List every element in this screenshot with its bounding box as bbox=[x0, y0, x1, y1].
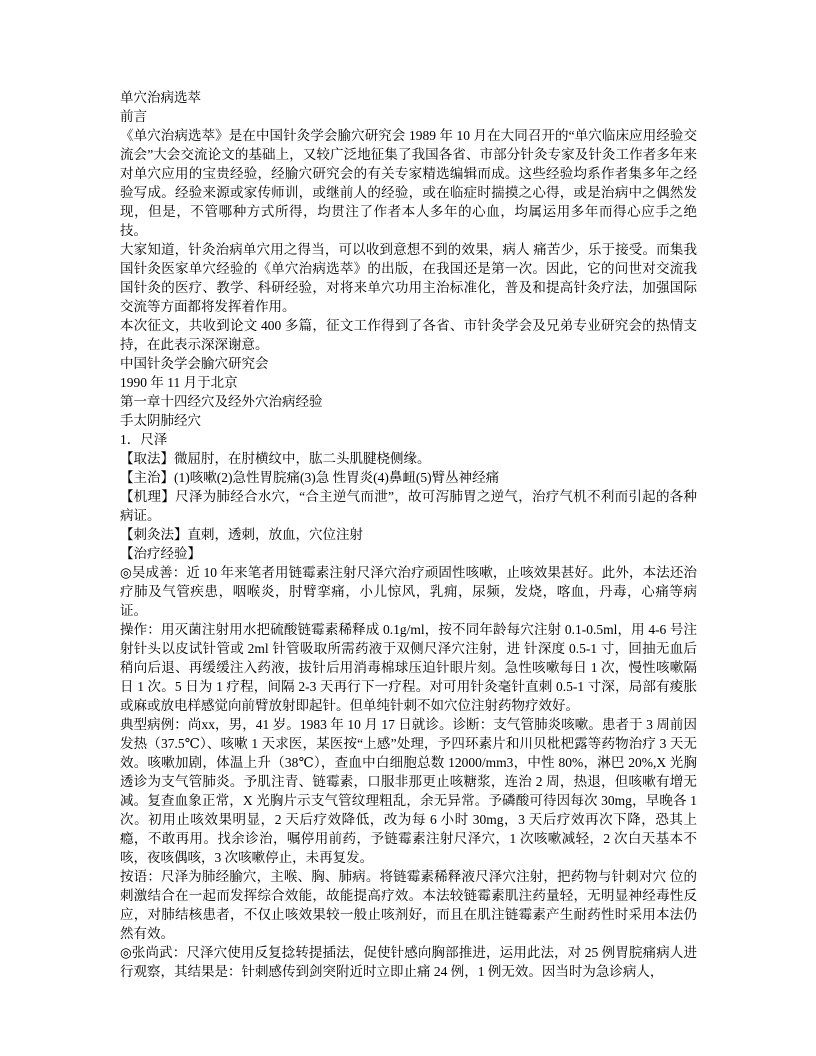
experience-entry-zhang: ◎张尚武：尺泽穴使用反复捻转提插法，促使针感向胸部推进，运用此法，对 25 例胃脘痛病人进行观察，其结果是：针刺感传到剑突附近时立即止痛 24 例，1 例无效。因当时为急诊病人， bbox=[120, 945, 697, 979]
point-mechanism-paragraph: 【机理】尺泽为肺经合水穴，“合主逆气而泄”，故可泻肺胃之逆气，治疗气机不利而引起的各种病证。 bbox=[120, 489, 697, 523]
case-report-paragraph: 典型病例：尚xx，男，41 岁。1983 年 10 月 17 日就诊。诊断：支气管肺炎咳嗽。患者于 3 周前因发热（37.5℃）、咳嗽 1 天求医，某医按“上感”处理，予四环素片和川贝枇杷露等药物治疗 3 天无效。咳嗽加剧，体温上升（38℃），查血中白细胞总数 12000/mm3，中性 80%，淋巴 20%,X 光胸透诊为支气管肺炎。予肌注青、链霉素，口服非那更止咳糖浆，连治 2 周，热退，但咳嗽有增无减。复查血象正常，X 光胸片示支气管纹理粗乱，余无异常。予磷酸可待因每次 30mg，早晚各 1 次。初用止咳效果明显，2 天后疗效降低，改为每 6 小时 30mg，3 天后疗效再次下降，恐其上瘾，不敢再用。找余诊治，嘱停用前药，予链霉素注射尺泽穴，1 次咳嗽减轻，2 次白天基本不咳，夜咳偶咳，3 次咳嗽停止，未再复发。 bbox=[120, 717, 697, 865]
date-line: 1990 年 11 月于北京 bbox=[120, 375, 238, 390]
chapter-heading: 第一章十四经穴及经外穴治病经验 bbox=[120, 394, 323, 409]
point-needling-paragraph: 【刺灸法】直刺，透刺，放血，穴位注射 bbox=[120, 527, 363, 542]
point-name-heading: 1．尺泽 bbox=[120, 432, 168, 447]
point-method-paragraph: 【取法】微屈肘，在肘横纹中，肱二头肌腱桡侧缘。 bbox=[120, 451, 431, 466]
treatment-experience-heading: 【治疗经验】 bbox=[120, 546, 201, 561]
document-content bbox=[120, 88, 697, 981]
point-indications-paragraph: 【主治】(1)咳嗽(2)急性胃脘痛(3)急 性胃炎(4)鼻衄(5)臂丛神经痛 bbox=[120, 470, 500, 485]
preface-paragraph-1: 《单穴治病选萃》是在中国针灸学会腧穴研究会 1989 年 10 月在大同召开的“单穴临床应用经验交流会”大会交流论文的基础上，又较广泛地征集了我国各省、市部分针灸专家及针灸工作者多年来对单穴应用的宝贵经验，经腧穴研究会的有关专家精选编辑而成。这些经验均系作者集多年之经验写成。经验来源或家传师训，或继前人的经验，或在临症时揣摸之心得，或是治病中之偶然发现，但是，不管哪种方式所得，均贯注了作者本人多年的心血，均属运用多年而得心应手之绝技。 bbox=[120, 128, 697, 238]
organization-signature: 中国针灸学会腧穴研究会 bbox=[120, 356, 269, 371]
preface-paragraph-2: 大家知道，针灸治病单穴用之得当，可以收到意想不到的效果，病人 痛苦少，乐于接受。而集我国针灸医家单穴经验的《单穴治病选萃》的出版，在我国还是第一次。因此，它的问世对交流我国针灸的医疗、教学、科研经验，对将来单穴功用主治标准化，普及和提高针灸疗法，加强国际交流等方面都将发挥着作用。 bbox=[120, 242, 697, 314]
commentary-paragraph: 按语：尺泽为肺经腧穴，主喉、胸、肺病。将链霉素稀释液尺泽穴注射，把药物与针刺对穴 位的刺激结合在一起而发挥综合效能，故能提高疗效。本法较链霉素肌注药量轻，无明显神经毒性反应，对肺结核患者，不仅止咳效果较一般止咳剂好，而且在肌注链霉素产生耐药性时采用本法仍然有效。 bbox=[120, 869, 697, 941]
preface-heading: 前言 bbox=[120, 109, 147, 124]
experience-entry-wu: ◎吴成善：近 10 年来笔者用链霉素注射尺泽穴治疗顽固性咳嗽，止咳效果甚好。此外，本法还治疗肺及气管疾患，咽喉炎，肘臂挛痛，小儿惊风，乳痈，尿频，发烧，喀血，丹毒，心痛等病证。 bbox=[120, 565, 697, 618]
preface-paragraph-3: 本次征文，共收到论文 400 多篇，征文工作得到了各省、市针灸学会及兄弟专业研究会的热情支持，在此表示深深谢意。 bbox=[120, 318, 697, 352]
operation-paragraph: 操作：用灭菌注射用水把硫酸链霉素稀释成 0.1g/ml，按不同年龄每穴注射 0.1-0.5ml，用 4-6 号注射针头以皮试针管或 2ml 针管吸取所需药液于双侧尺泽穴注射，进 针深度 0.5-1 寸，回抽无血后稍向后退、再缓缓注入药液，拔针后用消毒棉球压迫针眼片刻。急性咳嗽每日 1 次，慢性咳嗽隔日 1 次。5 日为 1 疗程，间隔 2-3 天再行下一疗程。对可用针灸毫针直刺 0.5-1 寸深，局部有痠胀或麻或放电样感觉向前臂放射即起针。但单纯针刺不如穴位注射药物疗效好。 bbox=[120, 622, 697, 713]
document-title: 单穴治病选萃 bbox=[120, 90, 201, 105]
meridian-heading: 手太阴肺经穴 bbox=[120, 413, 201, 428]
